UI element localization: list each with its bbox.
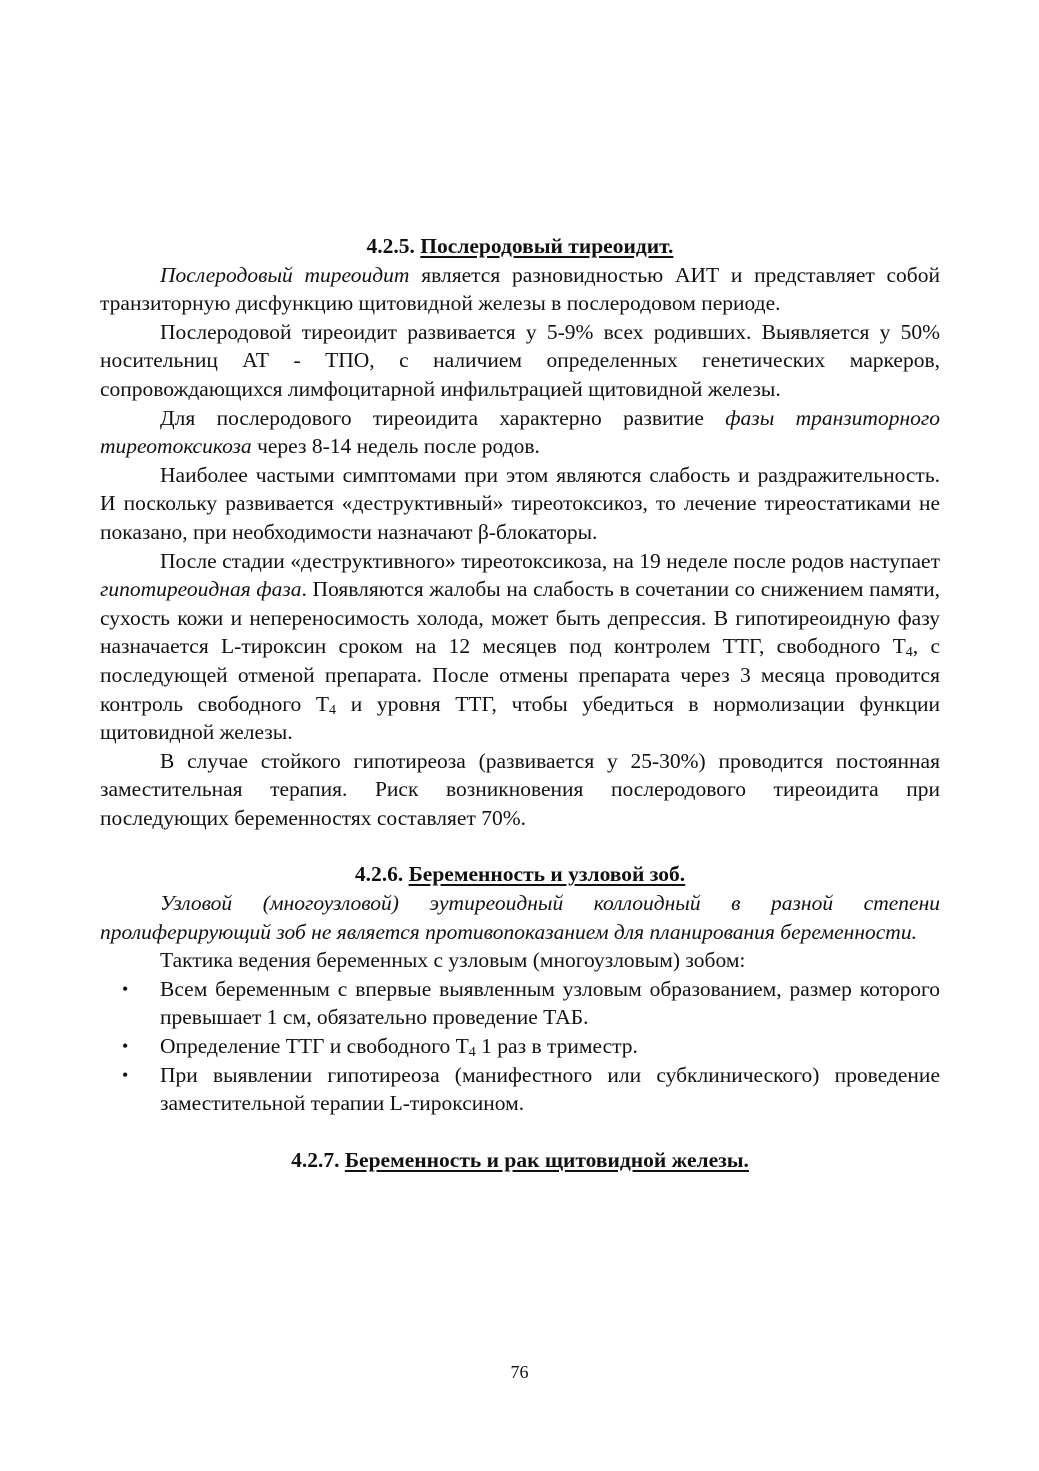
document-page xyxy=(100,232,940,1174)
paragraph-text: является разновидностью АИТ и представляет собой транзиторную дисфункцию щитовидной железы в послеродовом периоде. xyxy=(100,262,940,316)
paragraph-text: и уровня ТТГ, чтобы убедиться в нормолизации функции щитовидной железы. xyxy=(100,691,940,745)
list-item xyxy=(100,1061,940,1118)
paragraph-text: После стадии «деструктивного» тиреотоксикоза, на 19 неделе после родов наступает xyxy=(160,548,940,573)
paragraph: Наиболее частыми симптомами при этом являются слабость и раздражительность. И поскольку развивается «деструктивный» тиреотоксикоз, то лечение тиреостатиками не показано, при необходимости назначают β-блокаторы. xyxy=(100,462,940,544)
section-heading-4-2-5 xyxy=(100,232,940,261)
page-number: 76 xyxy=(510,1362,529,1382)
list-item xyxy=(100,1032,940,1061)
italic-term: гипотиреоидная фаза xyxy=(100,577,302,602)
bullet-list xyxy=(100,975,940,1118)
subscript: 4 xyxy=(329,702,337,718)
list-item-text: Всем беременным с впервые выявленным узловым образованием, размер которого превышает 1 см, обязательно проведение ТАБ. xyxy=(160,976,940,1030)
paragraph xyxy=(100,404,940,461)
italic-term: Узловой (многоузловой) эутиреоидный коллоидный в разной степени пролиферирующий зоб не является противопоказанием для планирования беременности. xyxy=(100,891,940,944)
paragraph-text: . Появляются жалобы на слабость в сочетании со снижением памяти, сухость кожи и непереносимость холода, может быть депрессия. В гипотиреоидную фазу назначается L-тироксин сроком на 12 месяцев под контролем ТТГ, свободного Т xyxy=(100,577,940,659)
paragraph: В случае стойкого гипотиреоза (развивается у 25-30%) проводится постоянная заместительная терапия. Риск возникновения послеродового тиреоидита при последующих беременностях составляет 70%. xyxy=(100,748,940,830)
spacer xyxy=(100,1118,940,1146)
list-item-text: Определение ТТГ и свободного Т xyxy=(160,1034,469,1059)
section-heading-4-2-7 xyxy=(100,1146,940,1175)
paragraph: Тактика ведения беременных с узловым (многоузловым) зобом: xyxy=(160,948,746,973)
paragraph-text: через 8-14 недель после родов. xyxy=(251,434,540,459)
bullet-icon: • xyxy=(122,978,129,999)
italic-term: Послеродовый тиреоидит xyxy=(160,262,410,287)
section-title: Беременность и рак щитовидной железы. xyxy=(344,1147,749,1172)
paragraph xyxy=(100,547,940,747)
paragraph-text: Для послеродового тиреоидита характерно развитие xyxy=(160,405,726,430)
spacer xyxy=(100,832,940,860)
section-title: Беременность и узловой зоб. xyxy=(408,862,686,887)
paragraph xyxy=(100,261,940,318)
bullet-icon: • xyxy=(122,1064,129,1085)
subscript: 4 xyxy=(905,645,913,661)
list-item-text: 1 раз в триместр. xyxy=(475,1034,638,1059)
paragraph: Послеродовой тиреоидит развивается у 5-9% всех родивших. Выявляется у 50% носительниц АТ - ТПО, с наличием определенных генетических маркеров, сопровождающихся лимфоцитарной инфильтрацией щитовидной железы. xyxy=(100,319,940,401)
list-item-text: При выявлении гипотиреоза (манифестного или субклинического) проведение заместительной терапии L-тироксином. xyxy=(160,1062,940,1116)
paragraph-text: , с последующей отменой препарата. После отмены препарата через 3 месяца проводится контроль свободного Т xyxy=(100,634,940,716)
section-title: Послеродовый тиреоидит. xyxy=(420,234,674,258)
section-number: 4.2.5. xyxy=(366,234,415,258)
list-item xyxy=(100,975,940,1032)
section-heading-4-2-6 xyxy=(100,860,940,889)
section-number: 4.2.7. xyxy=(291,1147,340,1172)
bullet-icon: • xyxy=(122,1036,129,1057)
section-number: 4.2.6. xyxy=(354,862,404,887)
paragraph xyxy=(100,889,940,946)
subscript: 4 xyxy=(468,1045,476,1061)
italic-term: фазы транзиторного тиреотоксикоза xyxy=(100,405,941,459)
